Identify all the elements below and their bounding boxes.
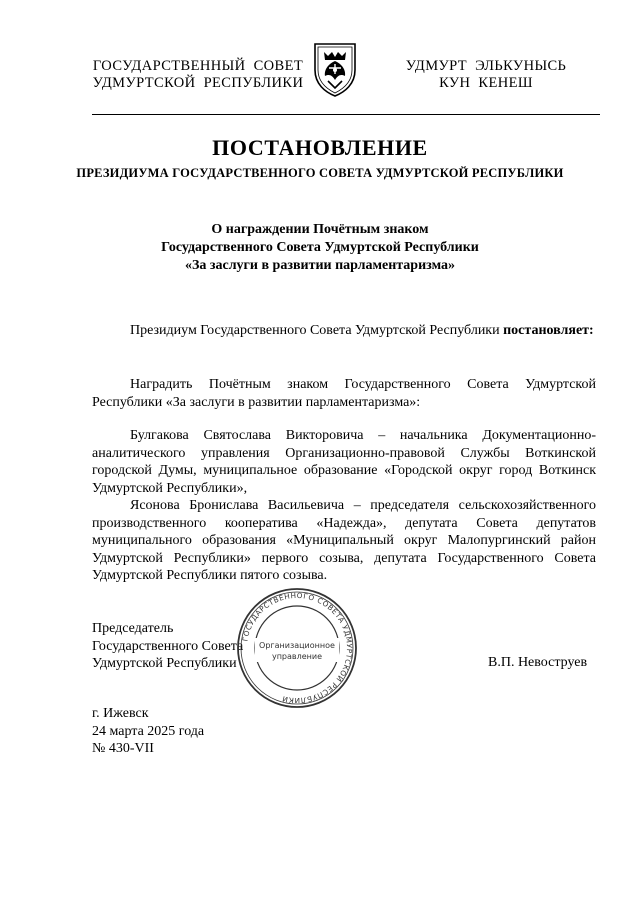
body-paragraph-2 [92, 376, 596, 411]
signer-name: В.П. Невоструев [488, 655, 588, 670]
subject-line1: О награждении Почётным знаком [211, 222, 429, 237]
header-right-line1: УДМУРТ ЭЛЬКУНЫСЬ [405, 58, 567, 74]
stamp-outer-text: ГОСУДАРСТВЕННОГО СОВЕТА УДМУРТСКОЙ РЕСПУБЛИКИ [240, 590, 355, 706]
awardee-2-name: Ясонова Бронислава Васильевича [130, 498, 345, 513]
header-divider [92, 114, 600, 115]
document-subtitle: ПРЕЗИДИУМА ГОСУДАРСТВЕННОГО СОВЕТА УДМУРТСКОЙ РЕСПУБЛИКИ [76, 166, 564, 180]
subject-line3: «За заслуги в развитии парламентаризма» [184, 258, 456, 273]
body-paragraph-3 [92, 427, 596, 585]
document-number: № 430-VII [92, 741, 154, 756]
p1-bold: постановляет: [503, 323, 594, 338]
document-place: г. Ижевск [92, 706, 149, 721]
header-left-line2: УДМУРТСКОЙ РЕСПУБЛИКИ [92, 75, 304, 91]
p1-text: Президиум Государственного Совета Удмуртской Республики [130, 323, 504, 338]
official-stamp [235, 586, 359, 710]
header-right-line2: КУН КЕНЕШ [439, 75, 533, 91]
awardee-2-details: – председателя сельскохозяйственного производственного кооператива «Надежда», депутата Совета депутатов муниципального образования «Муниципальный округ Малопургинский район Удмуртской Республики» первого созыва, депутата Государственного Совета Удмуртской Республики пятого созыва. [92, 498, 596, 583]
subject-line2: Государственного Совета Удмуртской Республики [161, 240, 479, 255]
document-date: 24 марта 2025 года [92, 723, 205, 739]
header-left [92, 58, 304, 92]
stamp-center-line1: Организационное [259, 641, 335, 650]
stamp-center-line2: управление [271, 652, 323, 661]
signature-line1: Председатель [92, 621, 174, 636]
signature-block [92, 620, 243, 673]
coat-of-arms-icon [312, 40, 358, 98]
awardee-1-details: – начальника Документационно-аналитического управления Организационно-правовой Службы Воткинской городской Думы, муниципальное образование «Городской округ город Воткинск Удмуртской Республики», [92, 428, 597, 496]
awardee-1-name: Булгакова Святослава Викторовича [130, 428, 364, 443]
body-paragraph-1 [92, 322, 596, 340]
signature-line3: Удмуртской Республики [92, 656, 237, 671]
p2-text: Наградить Почётным знаком Государственного Совета Удмуртской Республики «За заслуги в развитии парламентаризма»: [92, 377, 596, 410]
document-meta [92, 705, 204, 758]
document-title: ПОСТАНОВЛЕНИЕ [212, 135, 428, 160]
header-left-line1: ГОСУДАРСТВЕННЫЙ СОВЕТ [92, 58, 304, 74]
document-subject [0, 221, 640, 275]
signature-line2: Государственного Совета [92, 638, 244, 654]
header-right [398, 58, 574, 92]
